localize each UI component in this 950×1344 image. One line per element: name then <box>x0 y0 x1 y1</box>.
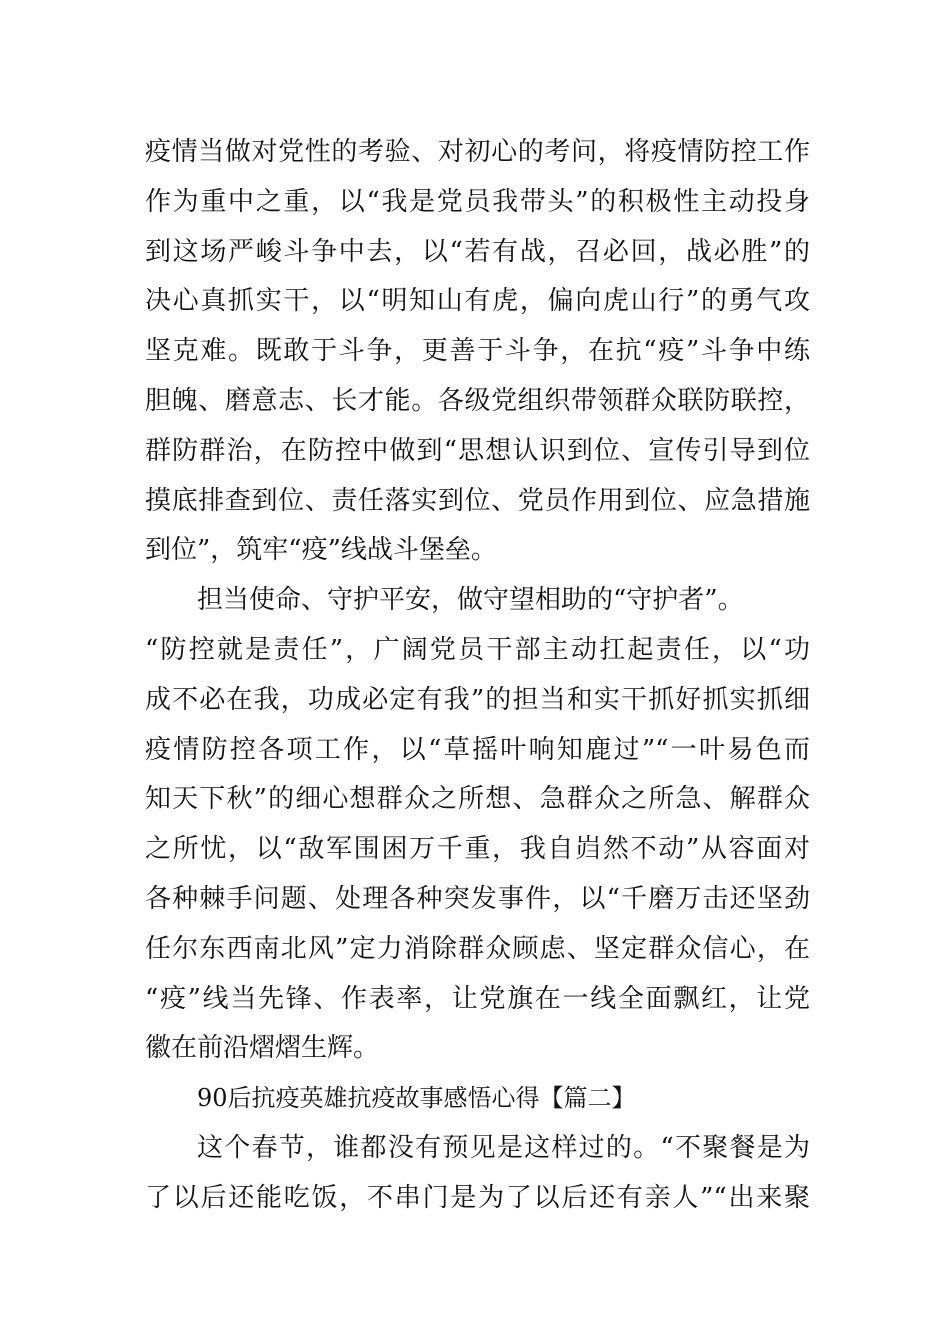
body-text <box>145 128 810 1224</box>
text-line: 疫情防控各项工作，以“草摇叶响知鹿过”“一叶易色而 <box>145 734 810 765</box>
text-line: 坚克难。既敢于斗争，更善于斗争，在抗“疫”斗争中练 <box>145 336 810 367</box>
text-line: 了以后还能吃饭，不串门是为了以后还有亲人”“出来聚 <box>145 1182 810 1213</box>
text-line: 之所忧，以“敌军围困万千重，我自岿然不动”从容面对 <box>145 834 810 865</box>
text-line: 到这场严峻斗争中去，以“若有战，召必回，战必胜”的 <box>145 236 810 267</box>
text-line: 群防群治，在防控中做到“思想认识到位、宣传引导到位 <box>145 435 810 466</box>
text-line: 作为重中之重，以“我是党员我带头”的积极性主动投身 <box>145 186 810 217</box>
text-line: 疫情当做对党性的考验、对初心的考问，将疫情防控工作 <box>145 137 810 167</box>
text-line: “疫”线当先锋、作表率，让党旗在一线全面飘红，让党 <box>145 983 810 1014</box>
text-line: 各种棘手问题、处理各种突发事件，以“千磨万击还坚劲 <box>145 883 810 914</box>
text-line: 胆魄、磨意志、长才能。各级党组织带领群众联防联控， <box>145 385 810 416</box>
paragraph-start-line: 担当使命、守护平安，做守望相助的“守护者”。 <box>197 585 744 616</box>
section-heading: 90后抗疫英雄抗疫故事感悟心得【篇二】 <box>197 1084 636 1113</box>
text-line: 知天下秋”的细心想群众之所想、急群众之所急、解群众 <box>145 784 810 815</box>
paragraph-start-line: 这个春节，谁都没有预见是这样过的。“不聚餐是为 <box>197 1132 810 1163</box>
text-line: 徽在前沿熠熠生辉。 <box>145 1033 380 1064</box>
text-line: “防控就是责任”，广阔党员干部主动扛起责任，以“功 <box>145 634 810 665</box>
text-line: 成不必在我，功成必定有我”的担当和实干抓好抓实抓细 <box>145 684 810 715</box>
text-line: 摸底排查到位、责任落实到位、党员作用到位、应急措施 <box>145 485 810 516</box>
text-line: 到位”，筑牢“疫”线战斗堡垒。 <box>145 535 497 566</box>
text-line: 决心真抓实干，以“明知山有虎，偏向虎山行”的勇气攻 <box>145 286 810 317</box>
text-line: 任尔东西南北风”定力消除群众顾虑、坚定群众信心，在 <box>145 933 810 964</box>
